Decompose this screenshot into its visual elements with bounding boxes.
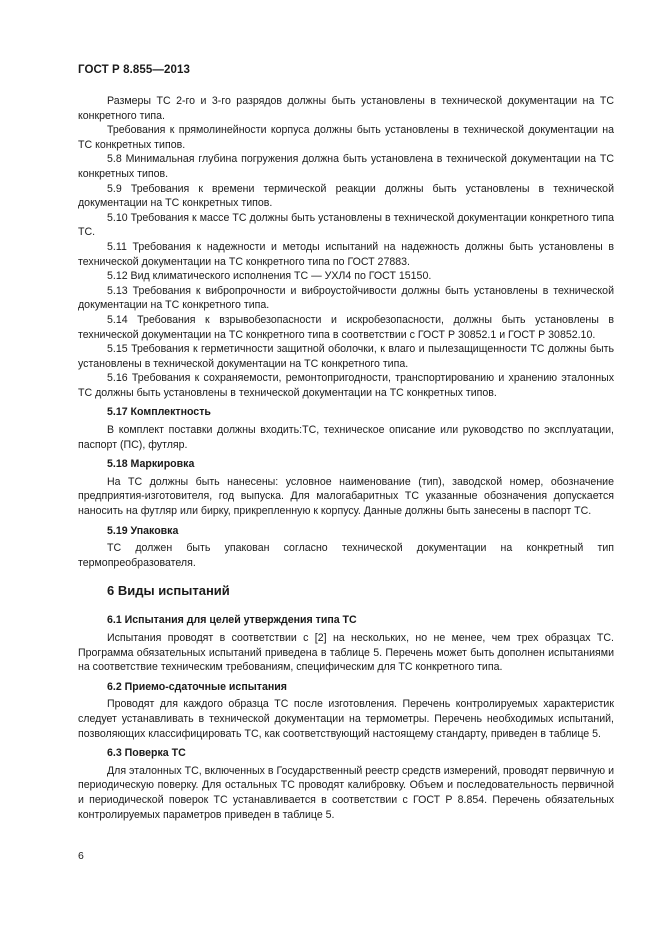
heading-6-3: 6.3 Поверка ТС xyxy=(107,747,186,760)
section-6-heading: 6 Виды испытаний xyxy=(107,583,230,599)
paragraph-5-19: ТС должен быть упакован согласно технической документации на конкретный тип термопреобразователя. xyxy=(78,542,614,569)
document-body xyxy=(78,94,614,822)
heading-5-18: 5.18 Маркировка xyxy=(107,458,195,471)
paragraph-6-1: Испытания проводят в соответствии с [2] на нескольких, но не менее, чем трех образцах ТС. Программа обязательных испытаний приведена в таблице 5. Перечень может быть дополнен испытаниями на соответствие техническим требованиям, специфическим для ТС конкретного типа. xyxy=(78,632,614,674)
paragraph-straightness: Требования к прямолинейности корпуса должны быть установлены в технической документации на ТС конкретных типов. xyxy=(78,124,614,151)
document-header: ГОСТ Р 8.855—2013 xyxy=(78,64,190,76)
paragraph-5-18: На ТС должны быть нанесены: условное наименование (тип), заводской номер, обозначение предприятия-изготовителя, год выпуска. Для малогабаритных ТС указанные обозначения допускается наносить на футляр или бирку, прикрепленную к корпусу. Данные должны быть занесены в паспорт ТС. xyxy=(78,475,614,518)
paragraph-sizes: Размеры ТС 2-го и 3-го разрядов должны быть установлены в технической документации на ТС конкретного типа. xyxy=(78,95,614,122)
page-number: 6 xyxy=(78,850,84,862)
paragraph-5-9: 5.9 Требования к времени термической реакции должны быть установлены в технической документации на ТС конкретных типов. xyxy=(78,182,614,210)
paragraph-5-17: В комплект поставки должны входить:ТС, техническое описание или руководство по эксплуатации, паспорт (ПС), футляр. xyxy=(78,424,614,451)
paragraph-5-11: 5.11 Требования к надежности и методы испытаний на надежность должны быть установлены в технической документации на ТС конкретного типа по ГОСТ 27883. xyxy=(78,240,614,268)
heading-6-2: 6.2 Приемо-сдаточные испытания xyxy=(107,680,287,693)
heading-5-17: 5.17 Комплектность xyxy=(107,406,211,419)
paragraph-5-16: 5.16 Требования к сохраняемости, ремонтопригодности, транспортированию и хранению эталонных ТС должны быть установлены в технической документации на ТС конкретных типов. xyxy=(78,372,614,399)
paragraph-5-14: 5.14 Требования к взрывобезопасности и искробезопасности, должны быть установлены в технической документации на ТС конкретного типа в соответствии с ГОСТ Р 30852.1 и ГОСТ Р 30852.10. xyxy=(78,313,614,341)
paragraph-5-8: 5.8 Минимальная глубина погружения должна быть установлена в технической документации на ТС конкретных типов. xyxy=(78,153,614,180)
heading-5-19: 5.19 Упаковка xyxy=(107,524,179,537)
paragraph-6-2: Проводят для каждого образца ТС после изготовления. Перечень контролируемых характеристик следует устанавливать в технической документации на термометры. Перечень необходимых испытаний, позволяющих классифицировать ТС, как соответствующий настоящему стандарту, приведен в таблице 5. xyxy=(78,698,614,740)
paragraph-5-13: 5.13 Требования к вибропрочности и виброустойчивости должны быть установлены в технической документации на ТС конкретного типа. xyxy=(78,284,614,312)
paragraph-5-12: 5.12 Вид климатического исполнения ТС — УХЛ4 по ГОСТ 15150. xyxy=(107,270,432,283)
paragraph-5-10: 5.10 Требования к массе ТС должны быть установлены в технической документации конкретного типа ТС. xyxy=(78,211,614,239)
heading-6-1: 6.1 Испытания для целей утверждения типа ТС xyxy=(107,614,357,627)
paragraph-6-3: Для эталонных ТС, включенных в Государственный реестр средств измерений, проводят первичную и периодическую поверку. Для остальных ТС проводят калибровку. Объем и последовательность первичной и периодической поверок ТС устанавливается в соответствии с ГОСТ Р 8.854. Перечень обязательных контролируемых параметров приведен в таблице 5. xyxy=(78,764,614,821)
paragraph-5-15: 5.15 Требования к герметичности защитной оболочки, к влаго и пылезащищенности ТС должны быть установлены в технической документации на ТС конкретного типа. xyxy=(78,343,614,370)
